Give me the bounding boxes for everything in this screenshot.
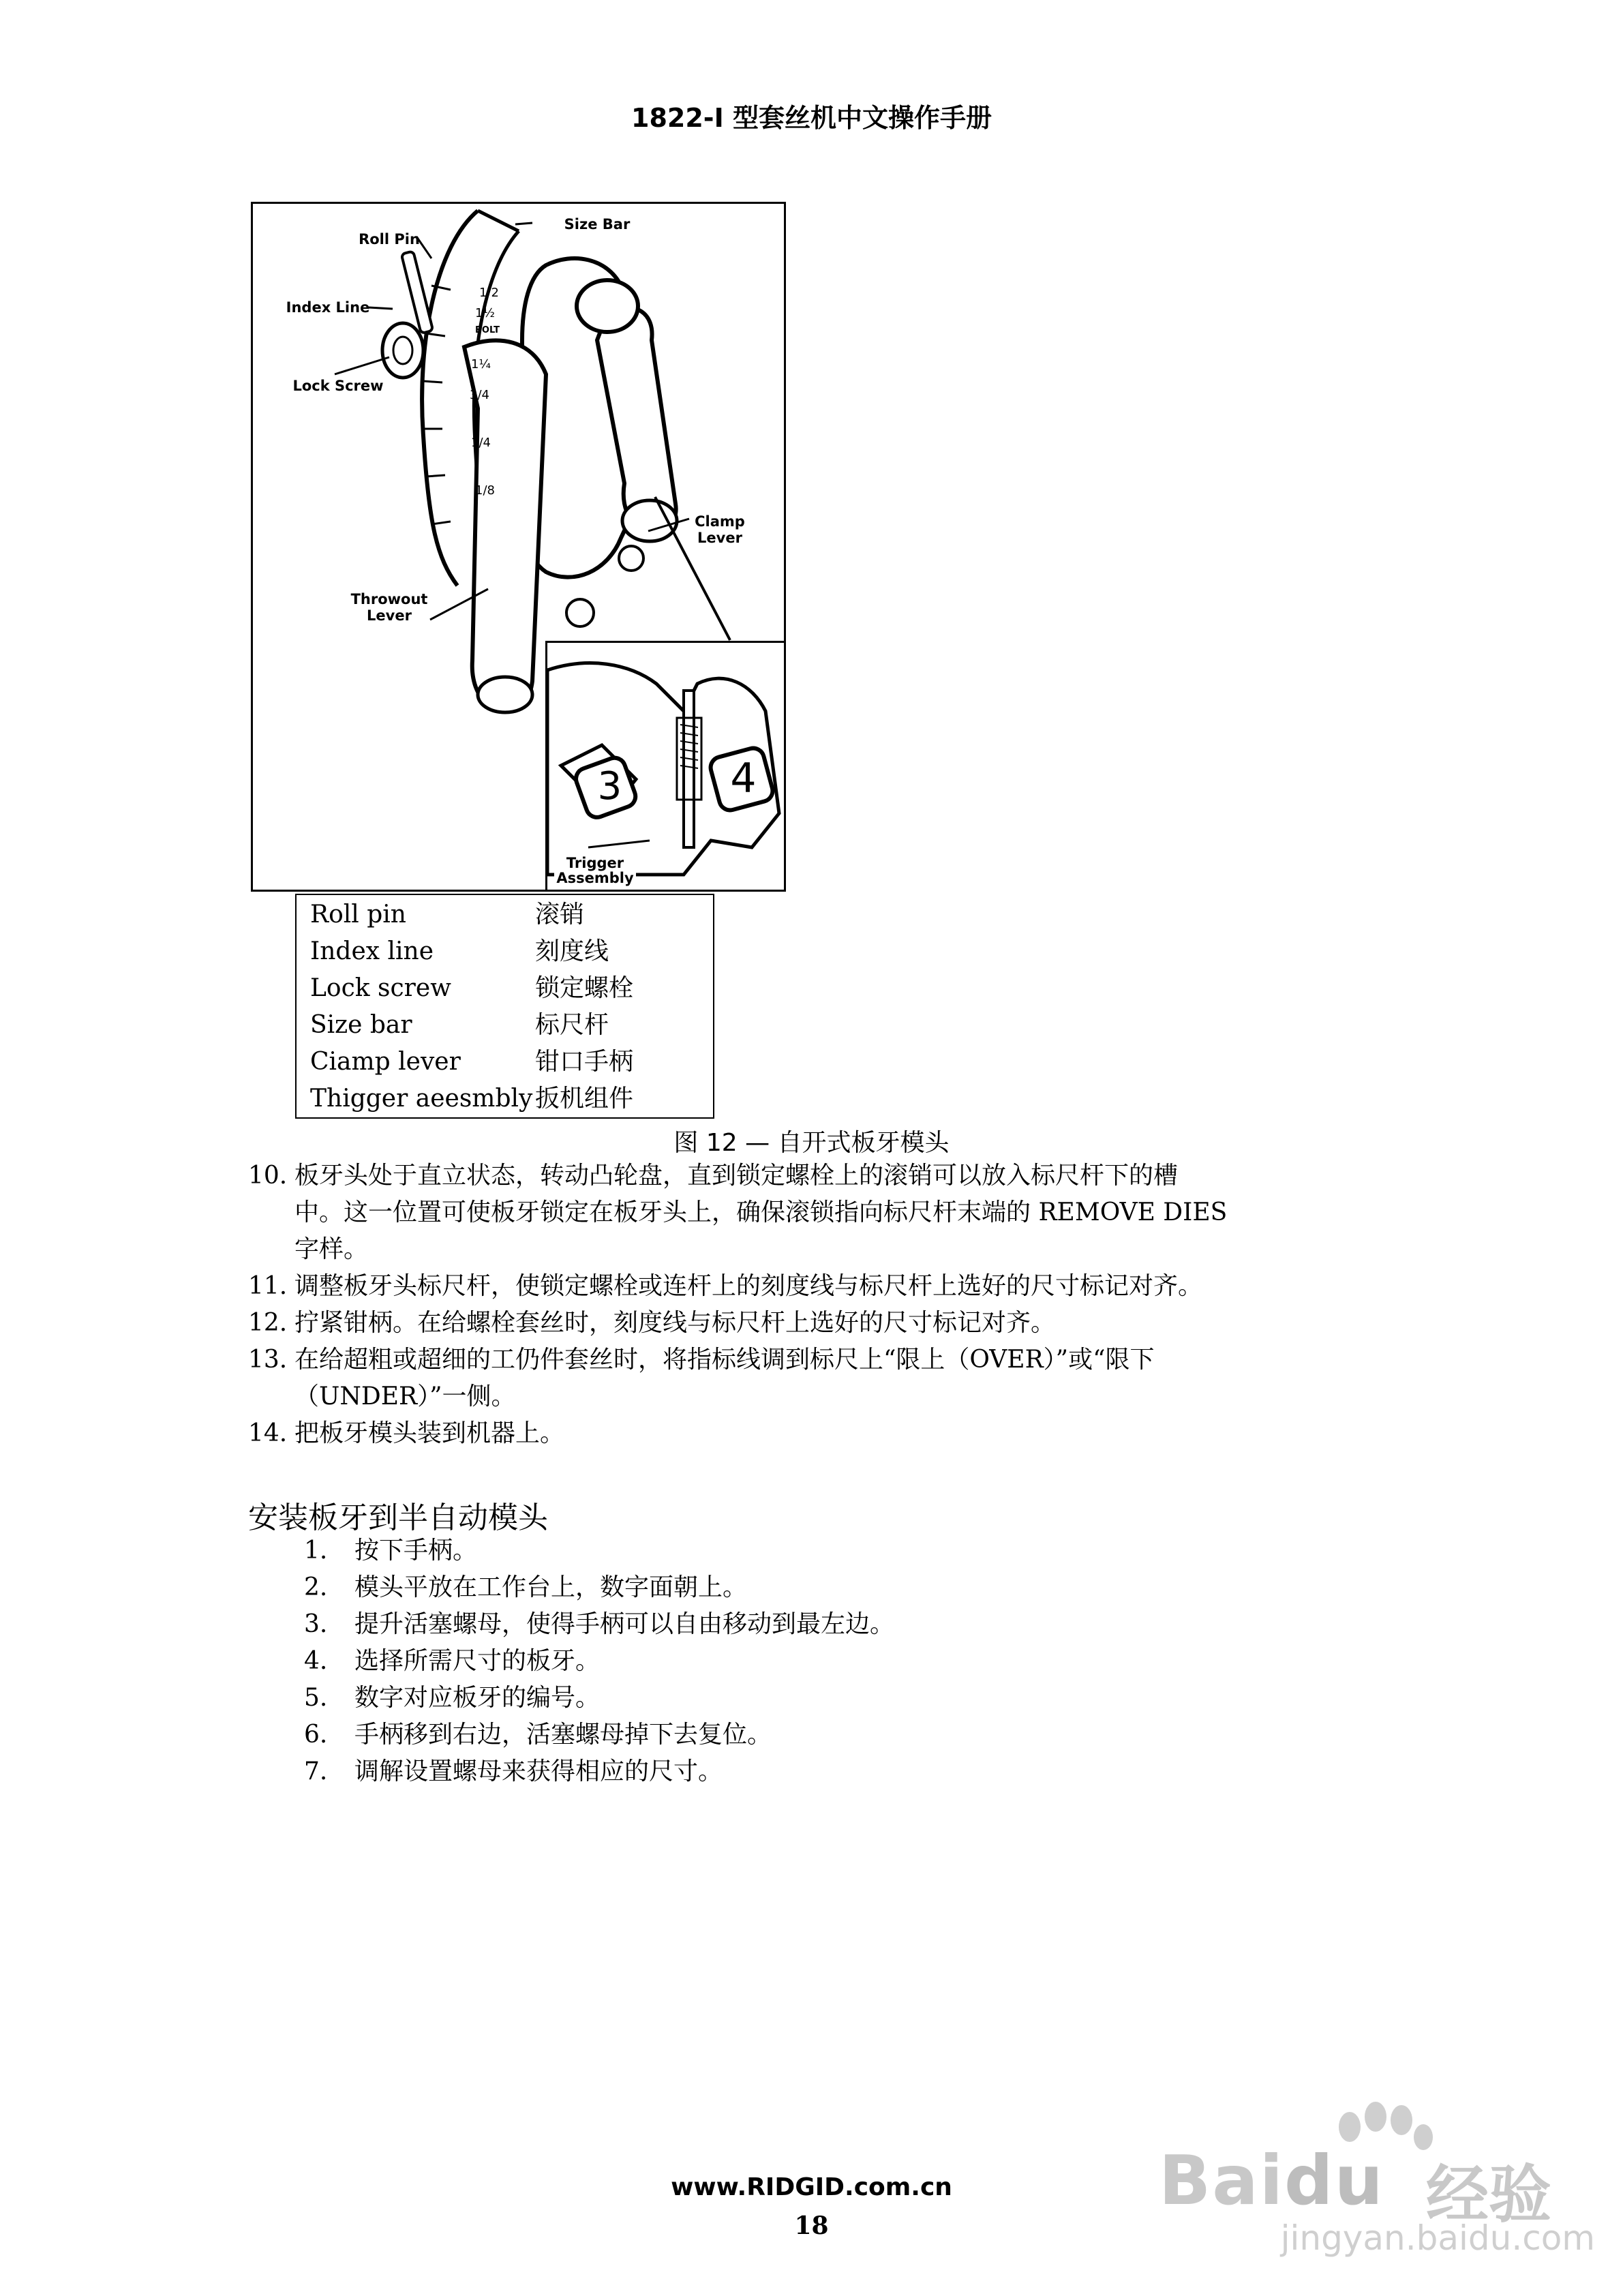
item-number: 2. xyxy=(304,1573,328,1601)
die-number-3: 3 xyxy=(597,764,622,809)
item-text: 数字对应板牙的编号。 xyxy=(354,1684,601,1712)
legend-zh: 锁定螺栓 xyxy=(535,974,634,1002)
legend-zh: 滚销 xyxy=(535,901,585,928)
scale-mark: 1½ xyxy=(475,306,495,320)
item-number: 7. xyxy=(304,1757,328,1785)
callout-throwout-lever xyxy=(342,591,437,624)
step-number: 13. xyxy=(248,1346,288,1374)
step-text: 中。这一位置可使板牙锁定在板牙头上，确保滚锁指向标尺杆末端的 REMOVE DIES xyxy=(294,1198,1228,1226)
watermark-brand-b: du xyxy=(1284,2141,1384,2220)
item-text: 调解设置螺母来获得相应的尺寸。 xyxy=(354,1757,723,1785)
watermark-brand-a: Bai xyxy=(1159,2141,1284,2220)
item-number: 4. xyxy=(304,1647,328,1675)
callout-lock-screw: Lock Screw xyxy=(292,378,384,394)
scale-mark: 1/2 xyxy=(479,286,499,300)
callout-throwout-line-1: Throwout xyxy=(350,591,428,607)
item-number: 6. xyxy=(304,1721,328,1749)
step-text: 在给超粗或超细的工仍件套丝时，将指标线调到标尺上“限上（OVER）”或“限下 xyxy=(294,1346,1155,1374)
scale-mark: BOLT xyxy=(475,325,500,335)
step-number: 12. xyxy=(248,1309,288,1337)
item-text: 模头平放在工作台上，数字面朝上。 xyxy=(354,1573,748,1601)
watermark-url: jingyan.baidu.com xyxy=(1280,2218,1595,2258)
legend-zh: 刻度线 xyxy=(535,937,609,965)
step-number: 11. xyxy=(248,1272,288,1300)
callout-trigger-line-2: Assembly xyxy=(556,870,634,886)
callout-trigger-assembly xyxy=(554,856,636,886)
scale-marks xyxy=(437,204,573,572)
die-number-4: 4 xyxy=(730,755,757,802)
legend-zh: 标尺杆 xyxy=(535,1011,609,1039)
callout-clamp-lever-line-2: Lever xyxy=(697,530,742,546)
step-text: 板牙头处于直立状态，转动凸轮盘，直到锁定螺栓上的滚销可以放入标尺杆下的槽 xyxy=(294,1162,1179,1190)
item-number: 5. xyxy=(304,1684,328,1712)
step-text: （UNDER）”一侧。 xyxy=(294,1383,516,1410)
item-text: 提升活塞螺母，使得手柄可以自由移动到最左边。 xyxy=(354,1610,895,1638)
item-text: 选择所需尺寸的板牙。 xyxy=(354,1647,601,1675)
watermark-zh: 经验 xyxy=(1426,2158,1552,2231)
callout-size-bar: Size Bar xyxy=(564,216,631,232)
item-number: 1. xyxy=(304,1537,328,1565)
section-heading: 安装板牙到半自动模头 xyxy=(248,1500,548,1535)
scale-mark: 3/4 xyxy=(470,388,489,402)
legend-en: Size bar xyxy=(310,1011,412,1039)
callout-index-line: Index Line xyxy=(286,299,370,316)
steps-list xyxy=(248,1158,1366,1457)
legend-zh: 钳口手柄 xyxy=(535,1048,634,1076)
scale-mark: 1/4 xyxy=(471,436,491,450)
callout-trigger-line-1: Trigger xyxy=(566,855,624,871)
callout-clamp-lever-line-1: Clamp xyxy=(695,513,745,530)
legend-zh: 扳机组件 xyxy=(535,1085,634,1113)
step-text: 调整板牙头标尺杆，使锁定螺栓或连杆上的刻度线与标尺杆上选好的尺寸标记对齐。 xyxy=(294,1272,1203,1300)
legend-en: Lock screw xyxy=(310,974,451,1002)
page-number: 18 xyxy=(794,2211,829,2240)
figure-legend-table xyxy=(295,894,714,1119)
legend-en: Roll pin xyxy=(310,901,406,928)
trigger-inset xyxy=(545,641,786,892)
callout-throwout-line-2: Lever xyxy=(367,607,412,624)
legend-en: Ciamp lever xyxy=(310,1048,461,1076)
callout-roll-pin: Roll Pin xyxy=(359,231,420,247)
item-number: 3. xyxy=(304,1610,328,1638)
figure-caption: 图 12 — 自开式板牙模头 xyxy=(673,1129,950,1157)
item-text: 按下手柄。 xyxy=(354,1537,478,1565)
section-list xyxy=(304,1532,1258,1805)
step-number: 10. xyxy=(248,1162,288,1190)
legend-en: Index line xyxy=(310,937,434,965)
scale-mark: 1¼ xyxy=(471,357,491,372)
footer-url: www.RIDGID.com.cn xyxy=(671,2173,952,2201)
item-text: 手柄移到右边，活塞螺母掉下去复位。 xyxy=(354,1721,772,1749)
scale-mark: 1/8 xyxy=(475,483,495,498)
legend-en: Thigger aeesmbly xyxy=(310,1085,533,1113)
step-text: 拧紧钳柄。在给螺栓套丝时，刻度线与标尺杆上选好的尺寸标记对齐。 xyxy=(294,1309,1056,1337)
page-header: 1822-I 型套丝机中文操作手册 xyxy=(631,103,992,133)
step-text: 字样。 xyxy=(294,1235,369,1263)
step-text: 把板牙模头装到机器上。 xyxy=(294,1419,565,1447)
step-number: 14. xyxy=(248,1419,288,1447)
callout-clamp-lever xyxy=(686,513,754,546)
